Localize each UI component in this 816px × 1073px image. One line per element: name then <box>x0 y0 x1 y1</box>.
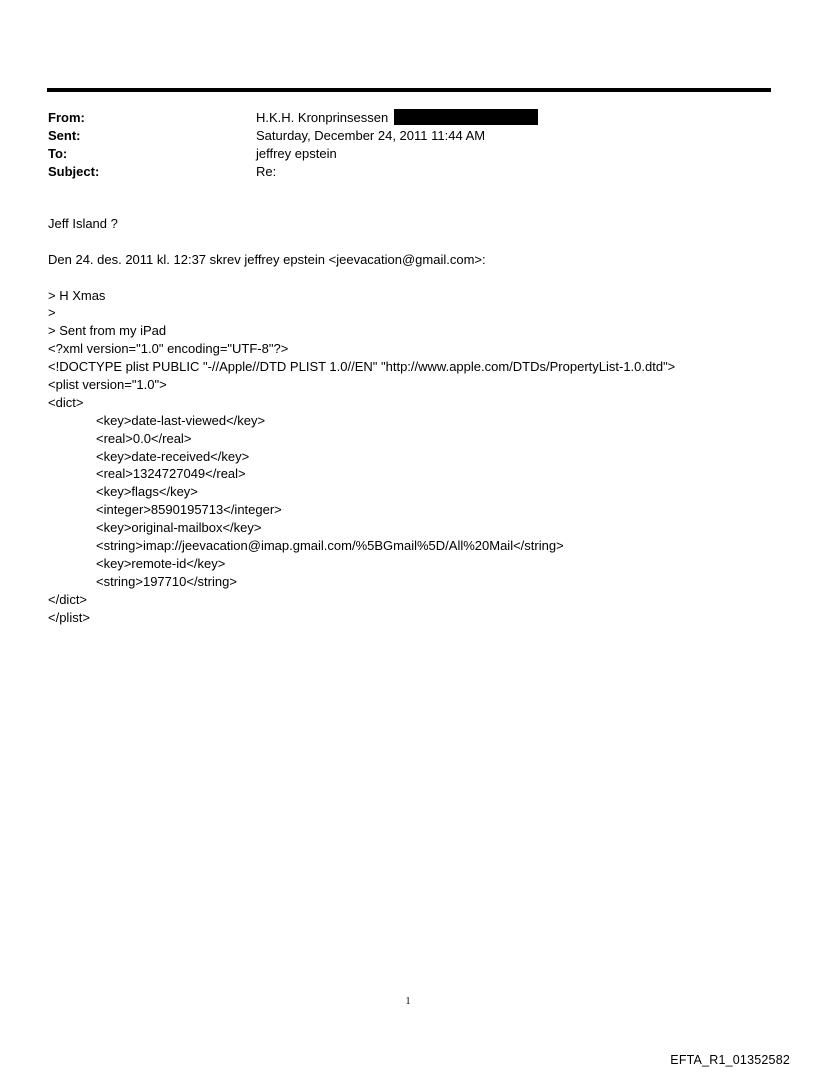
subject-label: Subject: <box>48 164 100 179</box>
page-number: 1 <box>405 996 411 1007</box>
dict-entry: <key>date-last-viewed</key> <box>96 412 266 428</box>
xml-doctype: <!DOCTYPE plist PUBLIC "-//Apple//DTD PLIST 1.0//EN" "http://www.apple.com/DTDs/PropertyList-1.0.dtd"> <box>48 359 676 375</box>
to-row <box>48 145 748 163</box>
xml-dict-open: <dict> <box>48 394 84 410</box>
from-value-wrap <box>256 109 538 127</box>
email-header <box>48 109 748 181</box>
dict-entry: <string>197710</string> <box>96 573 237 589</box>
xml-plist-close: </plist> <box>48 609 90 625</box>
dict-entry: <key>date-received</key> <box>96 448 250 464</box>
from-value: H.K.H. Kronprinsessen <box>256 110 389 125</box>
email-body <box>48 215 768 626</box>
sent-label: Sent: <box>48 128 81 143</box>
sent-value: Saturday, December 24, 2011 11:44 AM <box>256 128 486 143</box>
dict-entry: <key>flags</key> <box>96 484 198 500</box>
dict-entry: <integer>8590195713</integer> <box>96 502 282 518</box>
header-divider <box>47 88 771 92</box>
quoted-line: > H Xmas <box>48 287 106 303</box>
document-id: EFTA_R1_01352582 <box>670 1053 790 1067</box>
from-row <box>48 109 748 127</box>
quote-intro: Den 24. des. 2011 kl. 12:37 skrev jeffrey epstein <jeevacation@gmail.com>: <box>48 251 486 267</box>
dict-entry: <key>original-mailbox</key> <box>96 520 262 536</box>
dict-entry: <real>0.0</real> <box>96 430 192 446</box>
to-value: jeffrey epstein <box>256 146 337 161</box>
to-label: To: <box>48 146 68 161</box>
xml-dict-close: </dict> <box>48 591 88 607</box>
redaction-block <box>394 109 538 125</box>
xml-declaration: <?xml version="1.0" encoding="UTF-8"?> <box>48 341 289 357</box>
dict-entry: <string>imap://jeevacation@imap.gmail.com/%5BGmail%5D/All%20Mail</string> <box>96 538 564 554</box>
subject-row <box>48 163 748 181</box>
quoted-line: > <box>48 305 56 321</box>
dict-entry: <key>remote-id</key> <box>96 555 226 571</box>
reply-text: Jeff Island ? <box>48 216 118 231</box>
sent-row <box>48 127 748 145</box>
dict-entry: <real>1324727049</real> <box>96 466 246 482</box>
subject-value: Re: <box>256 164 277 179</box>
from-label: From: <box>48 110 85 125</box>
quoted-line: > Sent from my iPad <box>48 323 167 339</box>
xml-plist-open: <plist version="1.0"> <box>48 377 167 393</box>
